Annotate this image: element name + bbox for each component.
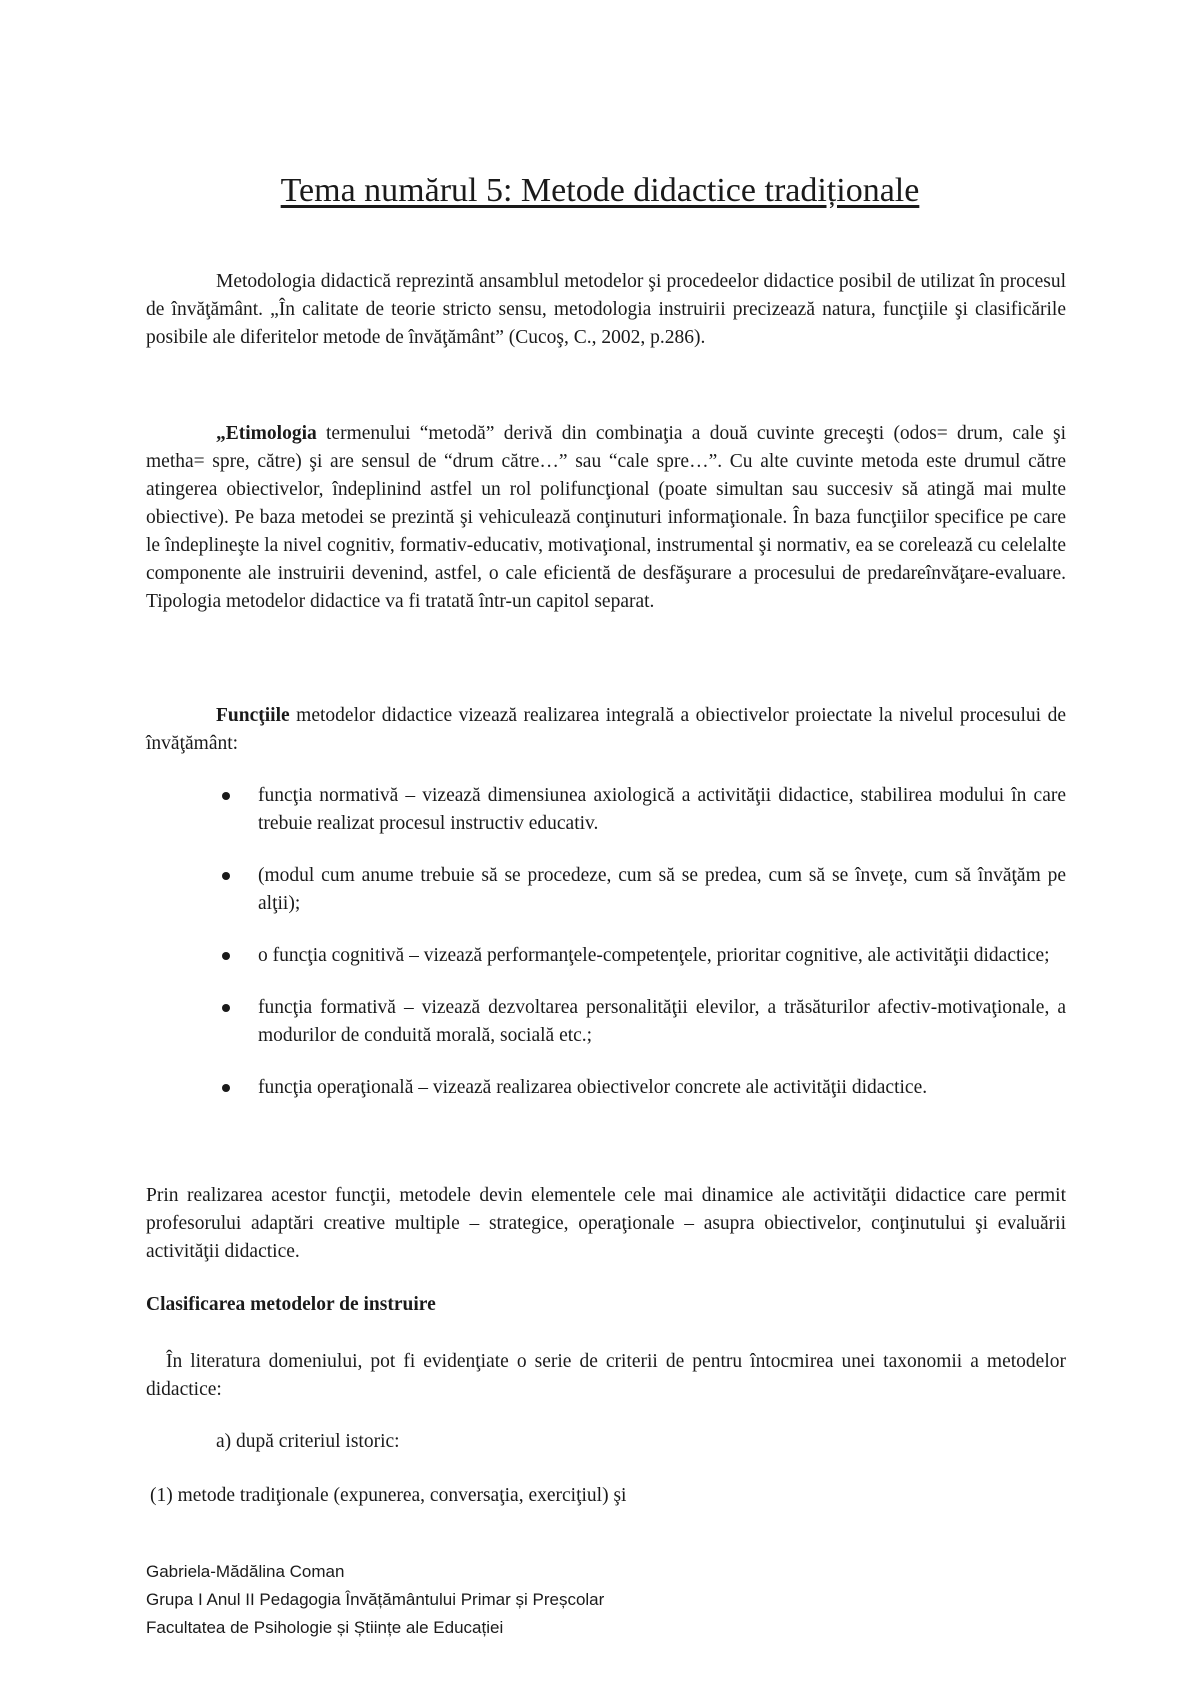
list-item [146,782,1066,838]
list-item-text: funcţia operaţională – vizează realizarea obiectivelor concrete ale activităţii didactice. [258,1077,928,1098]
functions-term: Funcţiile [216,705,290,726]
footer-author: Gabriela-Mădălina Coman [146,1562,345,1581]
paragraph-criterion-a: a) după criteriul istoric: [216,1431,400,1452]
list-item [146,994,1066,1050]
paragraph-traditional-methods: (1) metode tradiţionale (expunerea, conversaţia, exerciţiul) şi [150,1485,627,1506]
paragraph-etymology [146,420,1066,616]
etymology-text: termenului “metodă” derivă din combinaţia a două cuvinte greceşti (odos= drum, cale şi metha= spre, către) şi are sensul de “drum către…” sau “cale spre…”. Cu alte cuvinte metoda este drumul către atingerea obiectivelor, îndeplinind astfel un rol polifuncţional (poate simultan sau succesiv să atingă mai multe obiective). Pe baza metodei se prezintă şi vehiculează conţinuturi informaţionale. În baza funcţiilor specifice pe care le îndeplineşte la nivel cognitiv, formativ-educativ, motivaţional, instrumental şi normativ, ea se corelează cu celelalte componente ale instruirii devenind, astfel, o cale eficientă de desfăşurare a procesului de predareînvăţare-evaluare. Tipologia metodelor didactice va fi tratată într-un capitol separat. [146,423,1066,612]
paragraph-criteria: În literatura domeniului, pot fi evidenţiate o serie de criterii de pentru întocmirea unei taxonomii a metodelor didactice: [146,1351,1066,1400]
list-item [146,942,1066,970]
paragraph-functions [146,702,1066,758]
functions-list [146,782,1066,1126]
paragraph-conclusion: Prin realizarea acestor funcţii, metodele devin elementele cele mai dinamice ale activităţii didactice care permit profesorului adaptări creative multiple – strategice, operaţionale – asupra obiectivelor, conţinutului şi evaluării activităţii didactice. [146,1185,1066,1262]
list-item-text: (modul cum anume trebuie să se procedeze, cum să se predea, cum să se înveţe, cum să învăţăm pe alţii); [258,865,1066,914]
paragraph-intro: Metodologia didactică reprezintă ansamblul metodelor şi procedeelor didactice posibil de utilizat în procesul de învăţământ. „În calitate de teorie stricto sensu, metodologia instruirii precizează natura, funcţiile şi clasificările posibile ale diferitelor metode de învăţământ” (Cucoş, C., 2002, p.286). [146,271,1066,348]
section-heading: Clasificarea metodelor de instruire [146,1294,436,1315]
functions-text: metodelor didactice vizează realizarea integrală a obiectivelor proiectate la nivelul procesului de învăţământ: [146,705,1066,754]
footer-group: Grupa I Anul II Pedagogia Învățământului Primar și Preșcolar [146,1590,605,1609]
bullet-icon [222,1084,230,1092]
bullet-icon [222,872,230,880]
list-item-text: funcţia normativă – vizează dimensiunea axiologică a activităţii didactice, stabilirea modului în care trebuie realizat procesul instructiv educativ. [258,785,1066,834]
bullet-icon [222,1004,230,1012]
list-item-text: funcţia formativă – vizează dezvoltarea personalităţii elevilor, a trăsăturilor afectiv-motivaţionale, a modurilor de conduită morală, socială etc.; [258,997,1066,1046]
page-title: Tema numărul 5: Metode didactice tradiționale [280,172,920,209]
footer-faculty: Facultatea de Psihologie și Științe ale Educației [146,1618,504,1637]
bullet-icon [222,792,230,800]
list-item [146,862,1066,918]
page-footer [146,1558,604,1642]
bullet-icon [222,952,230,960]
etymology-term: „Etimologia [216,423,317,444]
list-item [146,1074,1066,1102]
list-item-text: o funcţia cognitivă – vizează performanţele-competenţele, prioritar cognitive, ale activităţii didactice; [258,945,1050,966]
